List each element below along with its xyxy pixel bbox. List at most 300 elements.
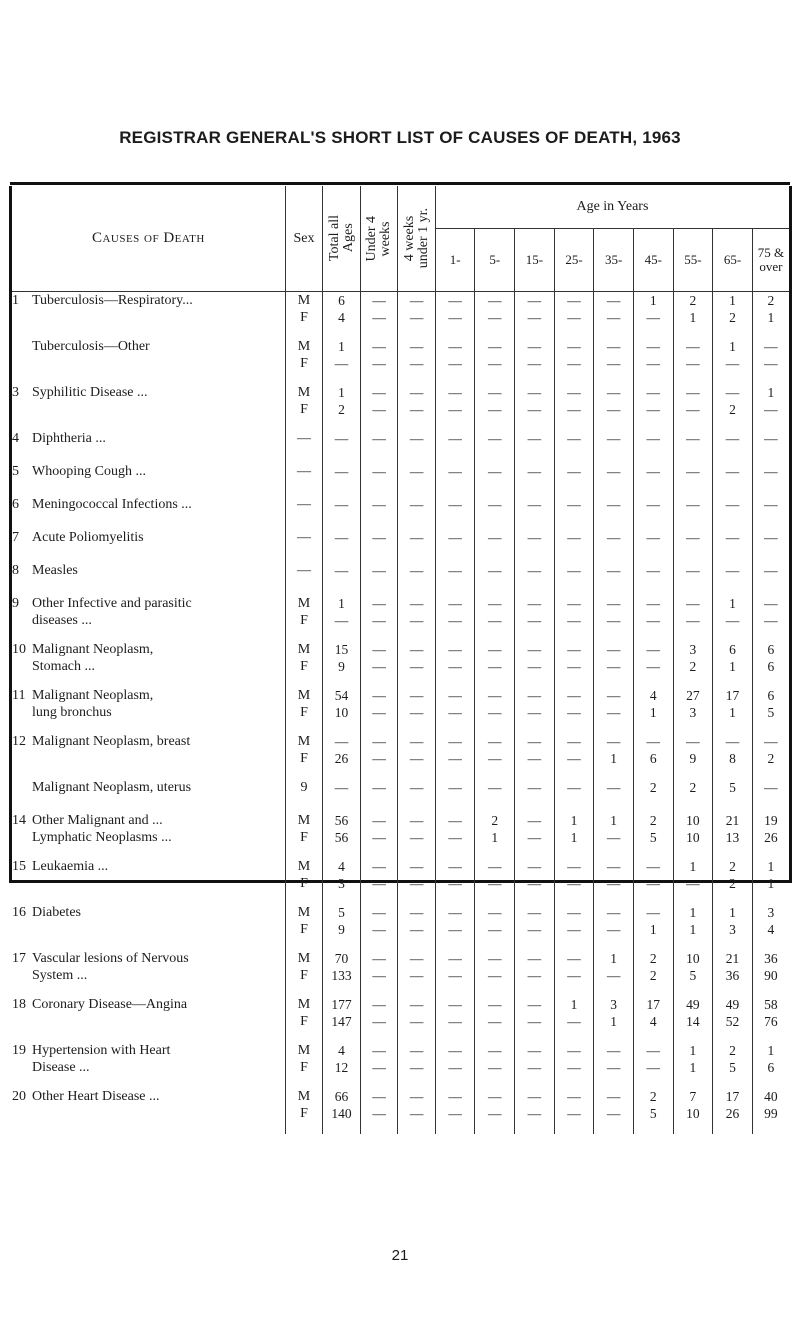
- cell-value: —: [488, 904, 502, 920]
- value-cell: [633, 779, 673, 812]
- cell-value: —: [488, 562, 502, 578]
- cell-value: 10: [686, 950, 700, 966]
- cell-value: —: [567, 338, 581, 354]
- value-cell: [713, 430, 753, 463]
- cell-value: —: [372, 310, 386, 325]
- value-cell: [713, 384, 753, 430]
- cell-value: 36: [725, 967, 740, 983]
- sex-cell: [285, 562, 323, 595]
- cell-value: —: [527, 1105, 542, 1121]
- sex-cell: [285, 1042, 323, 1088]
- value-cell: [633, 529, 673, 562]
- cell-value: —: [567, 310, 581, 325]
- cell-value: 1: [729, 595, 736, 611]
- cell-value: —: [409, 687, 424, 703]
- value-cell: [475, 1088, 515, 1134]
- value-cell: [713, 733, 753, 779]
- value-cell: [752, 430, 789, 463]
- cell-value: —: [448, 1088, 462, 1104]
- cell-value: —: [372, 687, 386, 703]
- sex-value: —: [297, 562, 311, 578]
- page-number: 21: [391, 1247, 409, 1264]
- value-cell: [633, 595, 673, 641]
- cell-value: —: [686, 733, 700, 749]
- cell-value: —: [334, 430, 349, 446]
- value-cell: [554, 779, 594, 812]
- value-cell: [398, 858, 436, 904]
- cell-value: —: [488, 996, 502, 1012]
- sex-cell: [285, 996, 323, 1042]
- value-cell: [752, 529, 789, 562]
- value-cell: [673, 779, 713, 812]
- cell-value: —: [527, 812, 542, 828]
- cell-value: —: [646, 384, 661, 400]
- cell-value: —: [567, 463, 581, 479]
- cause-number: 7: [12, 529, 19, 545]
- value-cell: [360, 338, 398, 384]
- cell-value: —: [606, 355, 621, 371]
- cell-value: —: [372, 1059, 386, 1075]
- cell-value: —: [488, 858, 502, 874]
- cell-value: 9: [338, 921, 345, 937]
- cause-name: [12, 904, 285, 950]
- cell-value: —: [372, 996, 386, 1012]
- cell-value: —: [409, 967, 424, 983]
- cell-value: 58: [764, 996, 778, 1012]
- sex-value: M: [297, 733, 311, 749]
- cell-value: 56: [334, 812, 349, 828]
- cell-value: —: [448, 293, 462, 308]
- cell-value: —: [606, 829, 621, 845]
- value-cell: [398, 996, 436, 1042]
- cell-value: —: [488, 430, 502, 446]
- cell-value: —: [567, 858, 581, 874]
- cell-value: —: [448, 430, 462, 446]
- value-cell: [594, 779, 634, 812]
- value-cell: [752, 687, 789, 733]
- cell-value: —: [527, 704, 542, 720]
- value-cell: [435, 463, 475, 496]
- cell-value: 3: [689, 704, 697, 720]
- value-cell: [398, 529, 436, 562]
- cell-value: —: [725, 384, 740, 400]
- table-row: [12, 463, 789, 496]
- value-cell: [323, 338, 361, 384]
- cell-value: 4: [649, 1013, 657, 1029]
- cell-value: —: [567, 967, 581, 983]
- value-cell: [435, 641, 475, 687]
- cell-value: —: [646, 401, 661, 417]
- value-cell: [360, 292, 398, 338]
- cell-value: —: [334, 355, 349, 371]
- sex-value: F: [300, 750, 308, 766]
- cell-value: 1: [338, 384, 345, 400]
- cell-value: 2: [338, 401, 345, 417]
- value-cell: [398, 687, 436, 733]
- value-cell: [673, 996, 713, 1042]
- cell-value: —: [448, 967, 462, 983]
- header-total: Total all Ages: [323, 186, 361, 292]
- cause-text: Hypertension with Heart: [32, 1042, 171, 1058]
- cause-name: [12, 641, 285, 687]
- value-cell: [594, 463, 634, 496]
- value-cell: [633, 858, 673, 904]
- cell-value: —: [409, 904, 424, 920]
- cell-value: —: [409, 750, 424, 766]
- cell-value: —: [686, 338, 700, 354]
- cell-value: —: [527, 293, 542, 308]
- value-cell: [554, 529, 594, 562]
- cause-name: [12, 996, 285, 1042]
- value-cell: [435, 384, 475, 430]
- sex-cell: [285, 384, 323, 430]
- cell-value: —: [448, 1059, 462, 1075]
- cell-value: —: [372, 612, 386, 628]
- value-cell: [594, 687, 634, 733]
- header-4-weeks-under-1: 4 weeks under 1 yr.: [398, 186, 436, 292]
- table-row: [12, 338, 789, 384]
- cell-value: —: [372, 463, 386, 479]
- cause-text: diseases ...: [32, 612, 92, 628]
- cause-text: Malignant Neoplasm,: [32, 687, 154, 703]
- cell-value: —: [606, 430, 621, 446]
- cell-value: 5: [689, 967, 697, 983]
- cause-name: [12, 687, 285, 733]
- cell-value: —: [448, 658, 462, 674]
- value-cell: [323, 904, 361, 950]
- cell-value: —: [488, 1013, 502, 1029]
- cell-value: —: [448, 1042, 462, 1058]
- table-row: [12, 292, 789, 338]
- value-cell: [554, 687, 594, 733]
- cell-value: 6: [767, 641, 775, 657]
- cell-value: —: [527, 658, 542, 674]
- cell-value: 2: [767, 293, 775, 308]
- cell-value: 2: [729, 1042, 736, 1058]
- value-cell: [713, 858, 753, 904]
- cell-value: —: [527, 967, 542, 983]
- cell-value: —: [372, 858, 386, 874]
- value-cell: [515, 529, 555, 562]
- cause-text: Disease ...: [32, 1059, 90, 1075]
- cell-value: —: [527, 401, 542, 417]
- value-cell: [435, 1042, 475, 1088]
- cell-value: 1: [338, 595, 345, 611]
- cell-value: 10: [686, 1105, 700, 1121]
- value-cell: [752, 779, 789, 812]
- cell-value: 5: [649, 829, 657, 845]
- table-row: [12, 904, 789, 950]
- cause-text: Diabetes: [32, 904, 81, 920]
- value-cell: [475, 858, 515, 904]
- cell-value: —: [409, 384, 424, 400]
- value-cell: [752, 496, 789, 529]
- value-cell: [323, 733, 361, 779]
- value-cell: [515, 950, 555, 996]
- cell-value: —: [409, 733, 424, 749]
- value-cell: [398, 338, 436, 384]
- cell-value: —: [606, 641, 621, 657]
- cell-value: —: [606, 1088, 621, 1104]
- value-cell: [633, 812, 673, 858]
- cause-name: [12, 384, 285, 430]
- cause-number: 20: [12, 1088, 26, 1104]
- cell-value: —: [448, 779, 462, 795]
- cell-value: —: [686, 562, 700, 578]
- cause-name: [12, 496, 285, 529]
- cell-value: —: [646, 595, 661, 611]
- header-age-1: 1-: [435, 229, 475, 292]
- sex-cell: [285, 463, 323, 496]
- cell-value: —: [488, 875, 502, 891]
- cell-value: —: [409, 950, 424, 966]
- cell-value: —: [409, 612, 424, 628]
- cell-value: 5: [649, 1105, 657, 1121]
- cell-value: 4: [338, 858, 345, 874]
- value-cell: [323, 529, 361, 562]
- cell-value: —: [409, 875, 424, 891]
- cell-value: 19: [764, 812, 778, 828]
- value-cell: [554, 292, 594, 338]
- cell-value: —: [488, 950, 502, 966]
- value-cell: [594, 996, 634, 1042]
- cell-value: 40: [764, 1088, 778, 1104]
- value-cell: [673, 812, 713, 858]
- cell-value: —: [646, 430, 661, 446]
- value-cell: [515, 904, 555, 950]
- cause-number: 4: [12, 430, 19, 446]
- cell-value: —: [488, 293, 502, 308]
- value-cell: [475, 338, 515, 384]
- cause-text: Other Heart Disease ...: [32, 1088, 160, 1104]
- cell-value: —: [567, 904, 581, 920]
- cause-text: Malignant Neoplasm,: [32, 641, 154, 657]
- cell-value: —: [764, 612, 778, 628]
- sex-value: F: [300, 921, 308, 937]
- value-cell: [633, 463, 673, 496]
- value-cell: [323, 996, 361, 1042]
- value-cell: [752, 1088, 789, 1134]
- value-cell: [713, 338, 753, 384]
- value-cell: [515, 687, 555, 733]
- cell-value: —: [567, 750, 581, 766]
- cause-number: 15: [12, 858, 26, 874]
- cell-value: —: [448, 641, 462, 657]
- sex-value: F: [300, 355, 308, 371]
- cell-value: —: [567, 384, 581, 400]
- cell-value: —: [686, 430, 700, 446]
- value-cell: [398, 292, 436, 338]
- cell-value: —: [606, 858, 621, 874]
- cell-value: 6: [338, 293, 345, 308]
- cell-value: —: [448, 996, 462, 1012]
- value-cell: [360, 996, 398, 1042]
- value-cell: [752, 858, 789, 904]
- cell-value: —: [646, 338, 661, 354]
- value-cell: [398, 430, 436, 463]
- sex-value: F: [300, 967, 308, 983]
- cell-value: —: [488, 529, 502, 545]
- cell-value: 17: [725, 1088, 740, 1104]
- cell-value: 1: [689, 310, 697, 325]
- value-cell: [594, 562, 634, 595]
- value-cell: [752, 384, 789, 430]
- cell-value: —: [527, 310, 542, 325]
- cause-name: [12, 463, 285, 496]
- sex-value: F: [300, 704, 308, 720]
- cell-value: —: [448, 310, 462, 325]
- cell-value: —: [409, 704, 424, 720]
- cell-value: 17: [646, 996, 661, 1012]
- cell-value: —: [646, 355, 661, 371]
- value-cell: [360, 1042, 398, 1088]
- cell-value: —: [567, 1013, 581, 1029]
- cell-value: —: [646, 733, 661, 749]
- value-cell: [475, 641, 515, 687]
- cell-value: 36: [764, 950, 778, 966]
- cell-value: 7: [689, 1088, 697, 1104]
- cell-value: —: [334, 779, 349, 795]
- cause-text: Syphilitic Disease ...: [32, 384, 148, 400]
- cell-value: —: [448, 858, 462, 874]
- cell-value: —: [488, 384, 502, 400]
- cell-value: —: [606, 1042, 621, 1058]
- value-cell: [515, 292, 555, 338]
- cell-value: —: [334, 463, 349, 479]
- cause-name: [12, 950, 285, 996]
- cause-number: 3: [12, 384, 19, 400]
- value-cell: [323, 292, 361, 338]
- value-cell: [323, 562, 361, 595]
- cell-value: —: [372, 293, 386, 308]
- cell-value: —: [409, 529, 424, 545]
- table-row: [12, 733, 789, 779]
- cell-value: 1: [649, 921, 657, 937]
- cause-text: Whooping Cough ...: [32, 463, 146, 479]
- cell-value: —: [527, 338, 542, 354]
- value-cell: [475, 496, 515, 529]
- value-cell: [435, 996, 475, 1042]
- cell-value: —: [646, 612, 661, 628]
- cause-name: [12, 1042, 285, 1088]
- cell-value: —: [409, 355, 424, 371]
- sex-value: M: [297, 641, 311, 657]
- cell-value: —: [567, 875, 581, 891]
- cell-value: —: [409, 1088, 424, 1104]
- value-cell: [323, 595, 361, 641]
- cell-value: 1: [729, 704, 736, 720]
- value-cell: [360, 463, 398, 496]
- cell-value: —: [372, 595, 386, 611]
- sex-cell: [285, 779, 323, 812]
- cell-value: —: [409, 921, 424, 937]
- value-cell: [475, 996, 515, 1042]
- cell-value: —: [448, 562, 462, 578]
- cell-value: —: [686, 612, 700, 628]
- cell-value: —: [606, 875, 621, 891]
- cell-value: —: [448, 338, 462, 354]
- cell-value: 1: [610, 812, 618, 828]
- value-cell: [435, 595, 475, 641]
- cell-value: —: [527, 779, 542, 795]
- cell-value: —: [372, 733, 386, 749]
- cell-value: —: [646, 562, 661, 578]
- cell-value: 9: [338, 658, 345, 674]
- cell-value: 2: [649, 779, 657, 795]
- value-cell: [323, 950, 361, 996]
- cause-name: [12, 858, 285, 904]
- cell-value: —: [372, 904, 386, 920]
- value-cell: [633, 641, 673, 687]
- header-under-4-weeks: Under 4 weeks: [360, 186, 398, 292]
- cell-value: —: [646, 496, 661, 512]
- value-cell: [673, 529, 713, 562]
- cell-value: 1: [689, 921, 697, 937]
- cause-number: 8: [12, 562, 19, 578]
- value-cell: [323, 430, 361, 463]
- cell-value: —: [409, 595, 424, 611]
- cause-name: [12, 292, 285, 338]
- sex-value: M: [297, 687, 311, 703]
- cell-value: —: [448, 921, 462, 937]
- cell-value: —: [764, 338, 778, 354]
- value-cell: [673, 858, 713, 904]
- header-age-65: 65-: [713, 229, 753, 292]
- cell-value: 6: [729, 641, 736, 657]
- value-cell: [475, 812, 515, 858]
- cell-value: —: [448, 704, 462, 720]
- value-cell: [633, 430, 673, 463]
- sex-value: M: [297, 858, 311, 874]
- cell-value: —: [567, 1088, 581, 1104]
- cell-value: —: [409, 430, 424, 446]
- cell-value: —: [567, 1042, 581, 1058]
- cell-value: —: [606, 1059, 621, 1075]
- cell-value: 56: [334, 829, 349, 845]
- cell-value: 3: [689, 641, 697, 657]
- cell-value: —: [372, 1013, 386, 1029]
- value-cell: [515, 996, 555, 1042]
- cell-value: 2: [649, 967, 657, 983]
- value-cell: [360, 641, 398, 687]
- cell-value: 2: [767, 750, 775, 766]
- cell-value: 2: [729, 875, 736, 891]
- cause-text: Tuberculosis—Other: [32, 338, 150, 354]
- cell-value: —: [409, 996, 424, 1012]
- table-body: [12, 292, 789, 1134]
- value-cell: [323, 384, 361, 430]
- cell-value: 99: [764, 1105, 778, 1121]
- table-row: [12, 950, 789, 996]
- cell-value: 6: [767, 658, 775, 674]
- cell-value: 10: [334, 704, 349, 720]
- sex-value: M: [297, 293, 311, 308]
- cell-value: —: [372, 658, 386, 674]
- sex-value: F: [300, 1059, 308, 1075]
- cell-value: —: [409, 1105, 424, 1121]
- header-age-15: 15-: [515, 229, 555, 292]
- value-cell: [360, 904, 398, 950]
- table-row: [12, 641, 789, 687]
- cell-value: —: [334, 733, 349, 749]
- cell-value: —: [686, 401, 700, 417]
- value-cell: [515, 430, 555, 463]
- value-cell: [435, 496, 475, 529]
- cell-value: —: [567, 1059, 581, 1075]
- cell-value: —: [606, 658, 621, 674]
- header-sex: Sex: [285, 186, 323, 292]
- cell-value: —: [527, 463, 542, 479]
